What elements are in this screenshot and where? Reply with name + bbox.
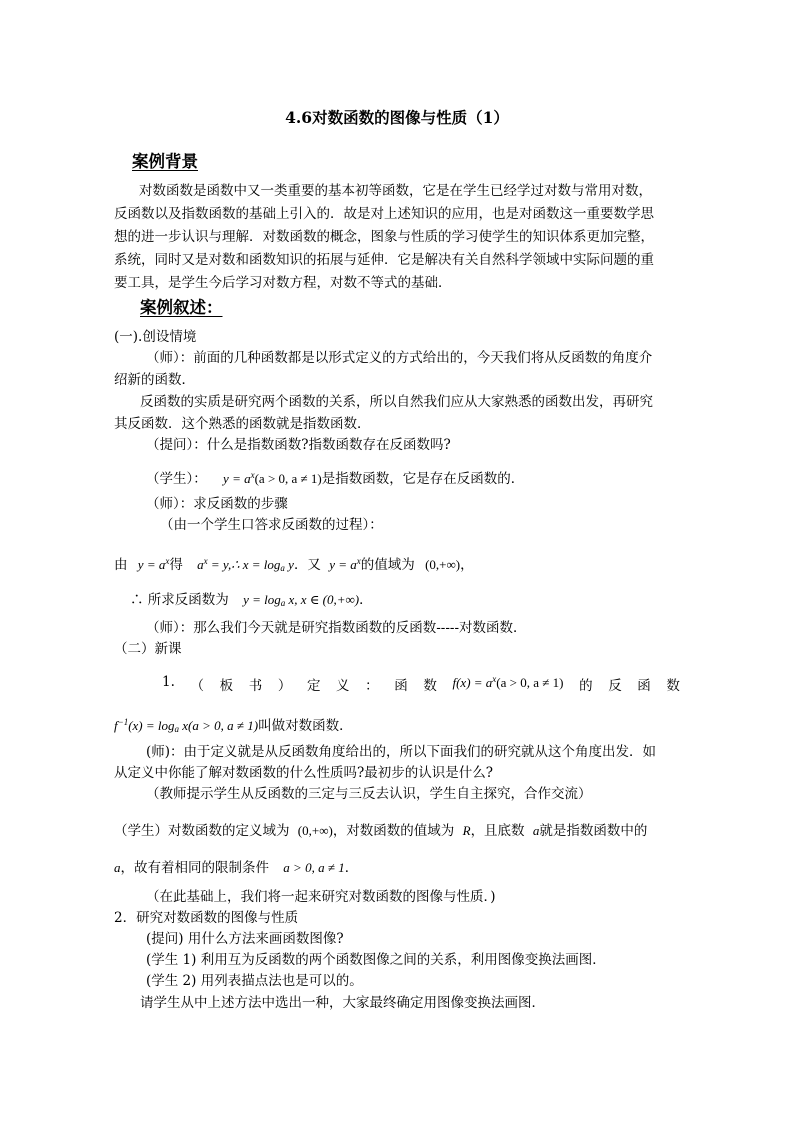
- text: ）: [277, 678, 292, 694]
- text: 定: [306, 678, 321, 694]
- section-heading: 2．研究对数函数的图像与性质: [114, 910, 299, 926]
- student-answer-line: (学生 2) 用列表描点法也是可以的。: [146, 973, 363, 989]
- question-line: (提问) 用什么方法来画函数图像?: [146, 931, 344, 947]
- student-answer-line: (学生 1) 利用互为反函数的两个函数图像之间的关系，利用图像变换法画图．: [146, 952, 606, 968]
- heading-case-background: 案例背景: [132, 152, 198, 171]
- text: （学生）对数函数的定义域为: [114, 823, 290, 839]
- section-heading: (一).创设情境: [114, 329, 197, 345]
- paragraph-line: （师）：求反函数的步骤: [146, 496, 288, 512]
- math-expression: (0,+∞): [297, 823, 333, 838]
- paragraph-line: 系统，同时又是对数和函数知识的拓展与延伸．它是解决有关自然科学领域中实际问题的重: [114, 252, 654, 268]
- math-expression: a: [532, 823, 540, 838]
- text: （: [190, 678, 204, 694]
- paragraph-line: （在此基础上，我们将一起来研究对数函数的图像与性质．): [146, 889, 496, 905]
- label: （学生）：: [146, 471, 207, 487]
- heading-case-narrative: 案例叙述：: [140, 298, 223, 317]
- text: 义: [336, 678, 350, 694]
- text: ∴ 所求反函数为: [130, 592, 229, 608]
- text: ．: [344, 860, 359, 876]
- text: 数: [666, 678, 680, 694]
- student-answer-line: [114, 822, 647, 840]
- text: ，: [460, 557, 474, 573]
- paragraph-line: （师）：那么我们今天就是研究指数函数的反函数-----对数函数．: [146, 620, 527, 636]
- text: 板: [219, 678, 234, 694]
- math-expression: R: [462, 823, 471, 838]
- text: ．: [359, 592, 373, 608]
- math-expression: $y = a^x(a > 0$, a ≠ 1): [223, 470, 322, 486]
- text: 函: [637, 678, 651, 694]
- text: 1.: [162, 674, 175, 690]
- text: 是指数函数，它是存在反函数的．: [321, 471, 525, 487]
- derivation-line: [114, 552, 474, 577]
- text: 的值域为: [360, 557, 415, 573]
- paragraph-line: 要工具，是学生今后学习对数方程，对数不等式的基础．: [114, 275, 452, 291]
- math-expression: (0,+∞): [425, 557, 461, 572]
- text: 叫做对数函数．: [258, 718, 353, 734]
- definition-line: [114, 713, 353, 738]
- text: 得: [169, 557, 183, 573]
- paragraph-line: （教师提示学生从反函数的三定与三反去认识，学生自主探究，合作交流）: [146, 786, 592, 802]
- text: 反: [608, 678, 622, 694]
- paragraph-line: 绍新的函数．: [114, 372, 195, 388]
- math-expression: $y = a^x$: [137, 556, 170, 572]
- text: 由: [114, 557, 128, 573]
- question-line: （提问）：什么是指数函数?指数函数存在反函数吗?: [146, 437, 451, 453]
- math-expression: a > 0, a ≠ 1: [283, 860, 345, 875]
- text: 就是指数函数中的: [539, 823, 648, 839]
- text: 函: [394, 678, 408, 694]
- document-title: 4.6对数函数的图像与性质（1）: [285, 108, 509, 127]
- text: ，对数函数的值域为: [332, 823, 455, 839]
- paragraph-line: 想的进一步认识与理解．对数函数的概念，图象与性质的学习使学生的知识体系更加完整，: [114, 229, 654, 245]
- text: 书: [248, 678, 263, 694]
- math-expression: $y = a^x$: [329, 556, 361, 572]
- text: 数: [423, 678, 437, 694]
- definition-line: [162, 674, 680, 694]
- student-answer-line: [146, 466, 524, 488]
- paragraph-line: 反函数以及指数函数的基础上引入的．故是对上述知识的应用，也是对函数这一重要数学思: [114, 206, 654, 222]
- math-expression: $f^{-1}(x) = \log_a x(a > 0$, a ≠ 1): [114, 717, 259, 734]
- student-answer-line: [114, 859, 358, 877]
- math-expression: a: [114, 860, 121, 875]
- text: ，且底数: [470, 823, 525, 839]
- text: ：: [365, 678, 379, 694]
- math-expression: $f(x) = a^x(a > 0$, a ≠ 1): [452, 674, 564, 690]
- text: ．又: [293, 557, 321, 573]
- paragraph-line: （由一个学生口答求反函数的过程）：: [160, 517, 383, 533]
- math-expression: $y = \log_a x$, x ∈ (0,+∞): [243, 592, 360, 608]
- paragraph-line: 请学生从中上述方法中选出一种，大家最终确定用图像变换法画图．: [140, 995, 545, 1011]
- paragraph-line: 对数函数是函数中又一类重要的基本初等函数，它是在学生已经学过对数与常用对数，: [139, 183, 652, 199]
- text: 的: [579, 678, 593, 694]
- paragraph-line: （师）：前面的几种函数都是以形式定义的方式给出的，今天我们将从反函数的角度介: [146, 350, 653, 366]
- paragraph-line: 从定义中你能了解对数函数的什么性质吗?最初步的认识是什么?: [114, 765, 493, 781]
- paragraph-line: (师)：由于定义就是从反函数角度给出的，所以下面我们的研究就从这个角度出发．如: [146, 744, 657, 760]
- math-expression: $a^x$ = y,∴ $x = \log_a y$: [197, 556, 294, 573]
- paragraph-line: 其反函数．这个熟悉的函数就是指数函数．: [114, 416, 371, 432]
- text: ，故有着相同的限制条件: [120, 860, 269, 876]
- result-line: [130, 591, 373, 612]
- section-heading: （二）新课: [114, 641, 182, 657]
- paragraph-line: 反函数的实质是研究两个函数的关系，所以自然我们应从大家熟悉的函数出发，再研究: [140, 394, 653, 410]
